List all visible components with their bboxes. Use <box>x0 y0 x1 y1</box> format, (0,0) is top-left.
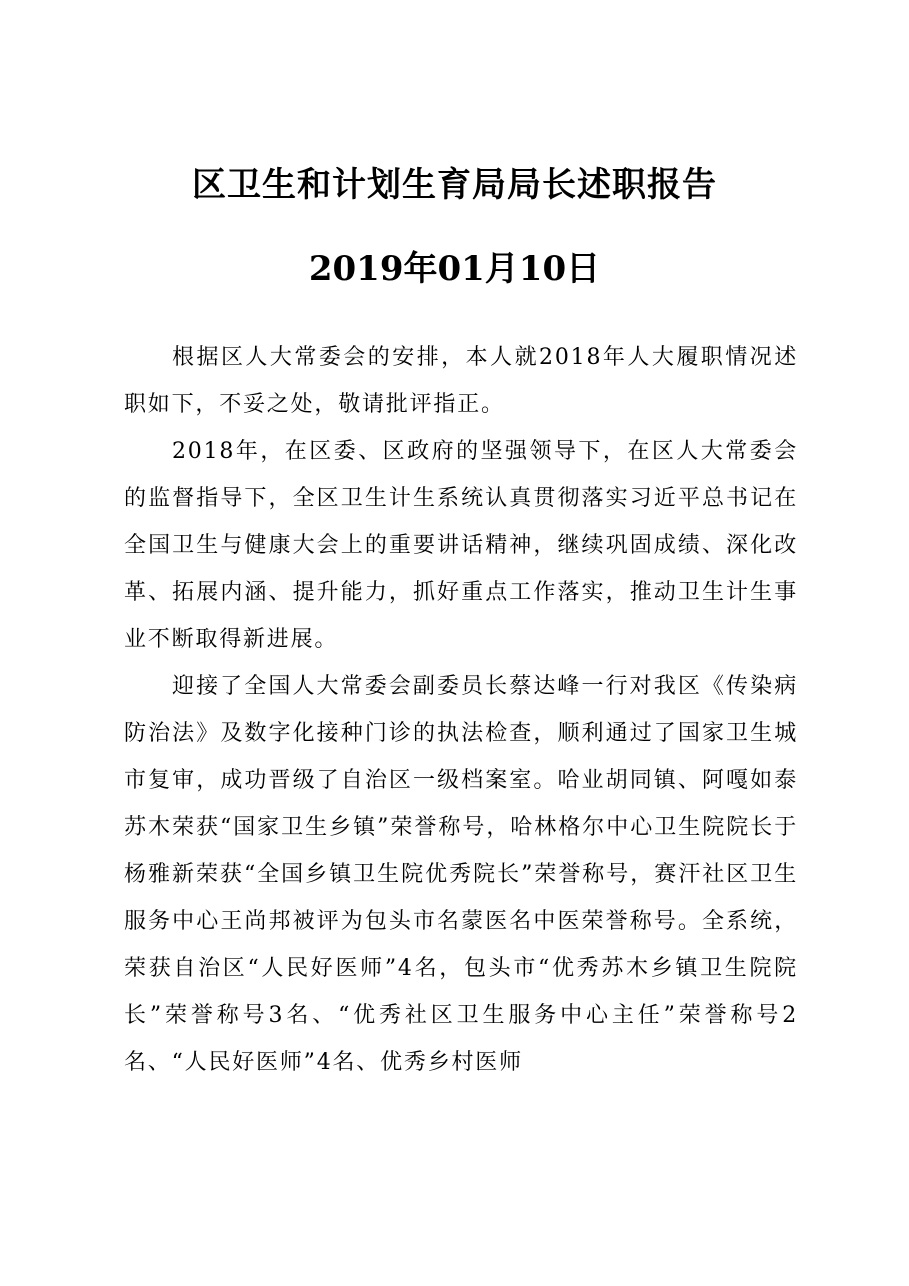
paragraph: 根据区人大常委会的安排，本人就2018年人大履职情况述职如下，不妥之处，敬请批评指正。 <box>124 345 798 417</box>
document-title: 区卫生和计划生育局局长述职报告 <box>192 165 717 205</box>
document-date: 2019年01月10日 <box>308 249 601 289</box>
paragraph: 2018年，在区委、区政府的坚强领导下，在区人大常委会的监督指导下，全区卫生计生系统认真贯彻落实习近平总书记在全国卫生与健康大会上的重要讲话精神，继续巩固成绩、深化改革、拓展内涵、提升能力，抓好重点工作落实，推动卫生计生事业不断取得新进展。 <box>124 439 798 652</box>
paragraph: 迎接了全国人大常委会副委员长蔡达峰一行对我区《传染病防治法》及数字化接种门诊的执法检查，顺利通过了国家卫生城市复审，成功晋级了自治区一级档案室。哈业胡同镇、阿嘎如泰苏木荣获“国家卫生乡镇”荣誉称号，哈林格尔中心卫生院院长于杨雅新荣获“全国乡镇卫生院优秀院长”荣誉称号，赛汗社区卫生服务中心王尚邦被评为包头市名蒙医名中医荣誉称号。全系统，荣获自治区“人民好医师”4名，包头市“优秀苏木乡镇卫生院院长”荣誉称号3名、“优秀社区卫生服务中心主任”荣誉称号2名、“人民好医师”4名、优秀乡村医师 <box>124 674 798 1075</box>
document-body <box>124 334 798 1086</box>
